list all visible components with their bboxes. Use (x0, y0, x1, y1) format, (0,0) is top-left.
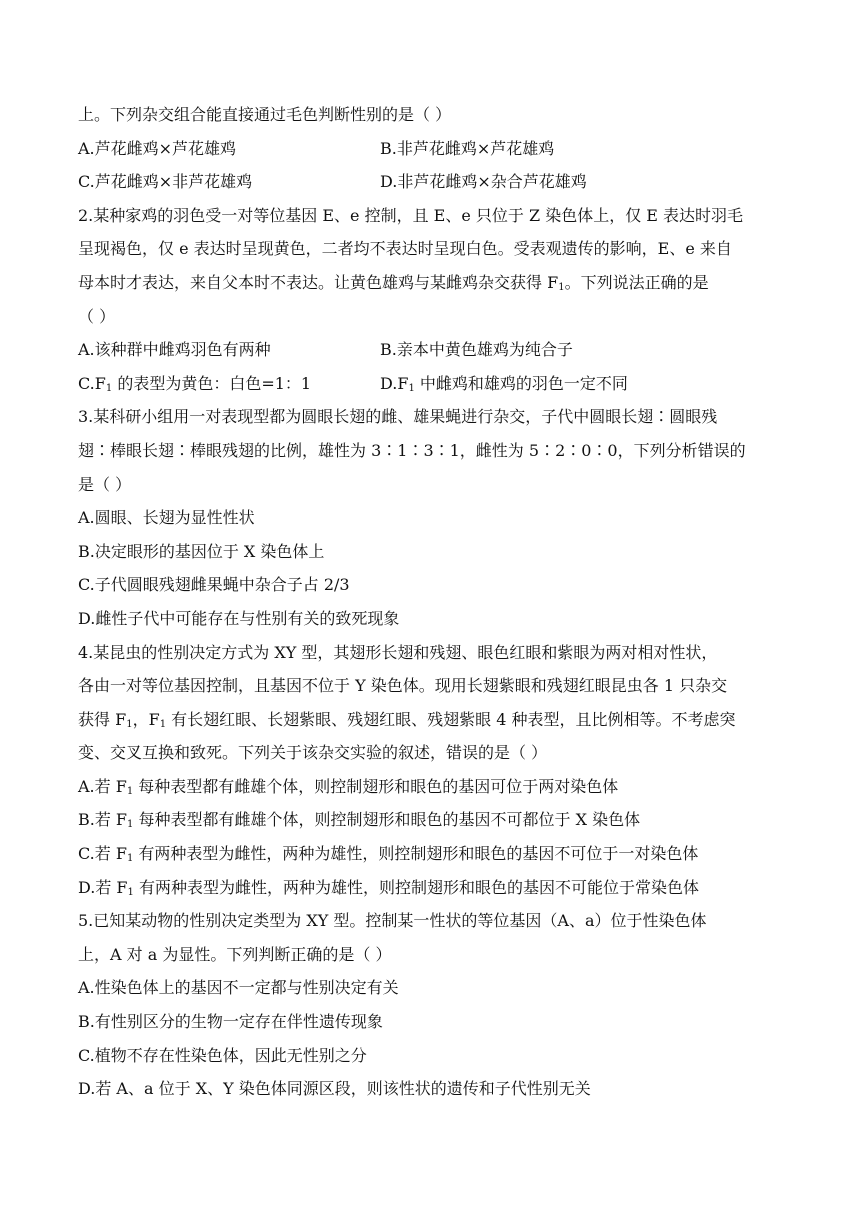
q3-option-c: C.子代圆眼残翅雌果蝇中杂合子占 2/3 (78, 575, 350, 595)
q3-option-d: D.雌性子代中可能存在与性别有关的致死现象 (78, 608, 400, 628)
q3-stem-line-3: 是（ ） (78, 474, 132, 494)
q1-stem-tail: 上。下列杂交组合能直接通过毛色判断性别的是（ ） (78, 105, 452, 124)
q3-option-b: B.决定眼形的基因位于 X 染色体上 (78, 541, 325, 561)
q2-option-c: $C.F_1$ 的表型为黄色：白色=1：1 (78, 373, 312, 394)
q4-option-b: B.若 $F_1$ 每种表型都有雌雄个体，则控制翅形和眼色的基因不可都位于 X 染色体 (78, 810, 641, 831)
q1-option-c: C.芦花雌鸡×非芦花雄鸡 (78, 172, 253, 192)
q2-options-row-1 (78, 333, 788, 367)
q4-stem-line-1: 4.某昆虫的性别决定方式为 XY 型，其翅形长翅和残翅、眼色红眼和紫眼为两对相对性状， (78, 642, 718, 662)
q5-stem-line-1: 5.已知某动物的性别决定类型为 XY 型。控制某一性状的等位基因（A、a）位于性染色体 (78, 911, 707, 931)
q3-stem-line-1: 3.某科研小组用一对表现型都为圆眼长翅的雌、雄果蝇进行杂交，子代中圆眼长翅∶圆眼残 (78, 407, 718, 427)
q5-option-d: D.若 A、a 位于 X、Y 染色体同源区段，则该性状的遗传和子代性别无关 (78, 1079, 591, 1099)
q2-option-a: A.该种群中雌鸡羽色有两种 (78, 340, 271, 360)
q2-stem-line-1: 2.某种家鸡的羽色受一对等位基因 E、e 控制，且 E、e 只位于 Z 染色体上，仅 E 表达时羽毛 (78, 205, 744, 225)
q2-option-d: $D.F_1$ 中雌鸡和雄鸡的羽色一定不同 (380, 373, 628, 394)
q5-option-b: B.有性别区分的生物一定存在伴性遗传现象 (78, 1012, 383, 1032)
q1-options-row-2 (78, 165, 788, 199)
q4-option-c: C.若 $F_1$ 有两种表型为雌性，两种为雄性，则控制翅形和眼色的基因不可位于一对染色体 (78, 844, 699, 865)
q1-options-row-1 (78, 132, 788, 166)
q5-option-c: C.植物不存在性染色体，因此无性别之分 (78, 1045, 367, 1065)
q4-option-a: A.若 $F_1$ 每种表型都有雌雄个体，则控制翅形和眼色的基因可位于两对染色体 (78, 776, 619, 797)
q1-option-a: A.芦花雌鸡×芦花雄鸡 (78, 138, 237, 158)
q5-option-a: A.性染色体上的基因不一定都与性别决定有关 (78, 978, 399, 998)
q4-stem-line-4: 变、交叉互换和致死。下列关于该杂交实验的叙述，错误的是（ ） (78, 743, 548, 763)
q2-stem-line-4: （ ） (78, 306, 116, 326)
q1-option-d: D.非芦花雌鸡×杂合芦花雄鸡 (380, 172, 587, 192)
q4-stem-line-3: 获得 $F_1$，$F_1$ 有长翅红眼、长翅紫眼、残翅红眼、残翅紫眼 4 种表型，且比例相等。不考虑突 (78, 709, 736, 730)
q5-stem-line-2: 上，A 对 a 为显性。下列判断正确的是（ ） (78, 944, 392, 964)
q1-option-b: B.非芦花雌鸡×芦花雄鸡 (380, 138, 555, 158)
q3-option-a: A.圆眼、长翅为显性性状 (78, 508, 255, 528)
document-page (78, 98, 788, 1106)
q4-stem-line-2: 各由一对等位基因控制，且基因不位于 Y 染色体。现用长翅紫眼和残翅红眼昆虫各 1 只杂交 (78, 676, 728, 696)
q2-stem-line-2: 呈现褐色，仅 e 表达时呈现黄色，二者均不表达时呈现白色。受表观遗传的影响，E、e 来自 (78, 239, 732, 259)
q2-option-b: B.亲本中黄色雄鸡为纯合子 (380, 340, 573, 360)
q2-stem-line-3: 母本时才表达，来自父本时不表达。让黄色雄鸡与某雌鸡杂交获得 $F_1$。下列说法正确的是 (78, 272, 709, 293)
q2-options-row-2 (78, 367, 788, 401)
q3-stem-line-2: 翅∶棒眼长翅∶棒眼残翅的比例，雄性为 3∶1∶3∶1，雌性为 5∶2∶0∶0，下列分析错误的 (78, 440, 746, 460)
q4-option-d: D.若 $F_1$ 有两种表型为雌性，两种为雄性，则控制翅形和眼色的基因不可能位于常染色体 (78, 877, 700, 898)
